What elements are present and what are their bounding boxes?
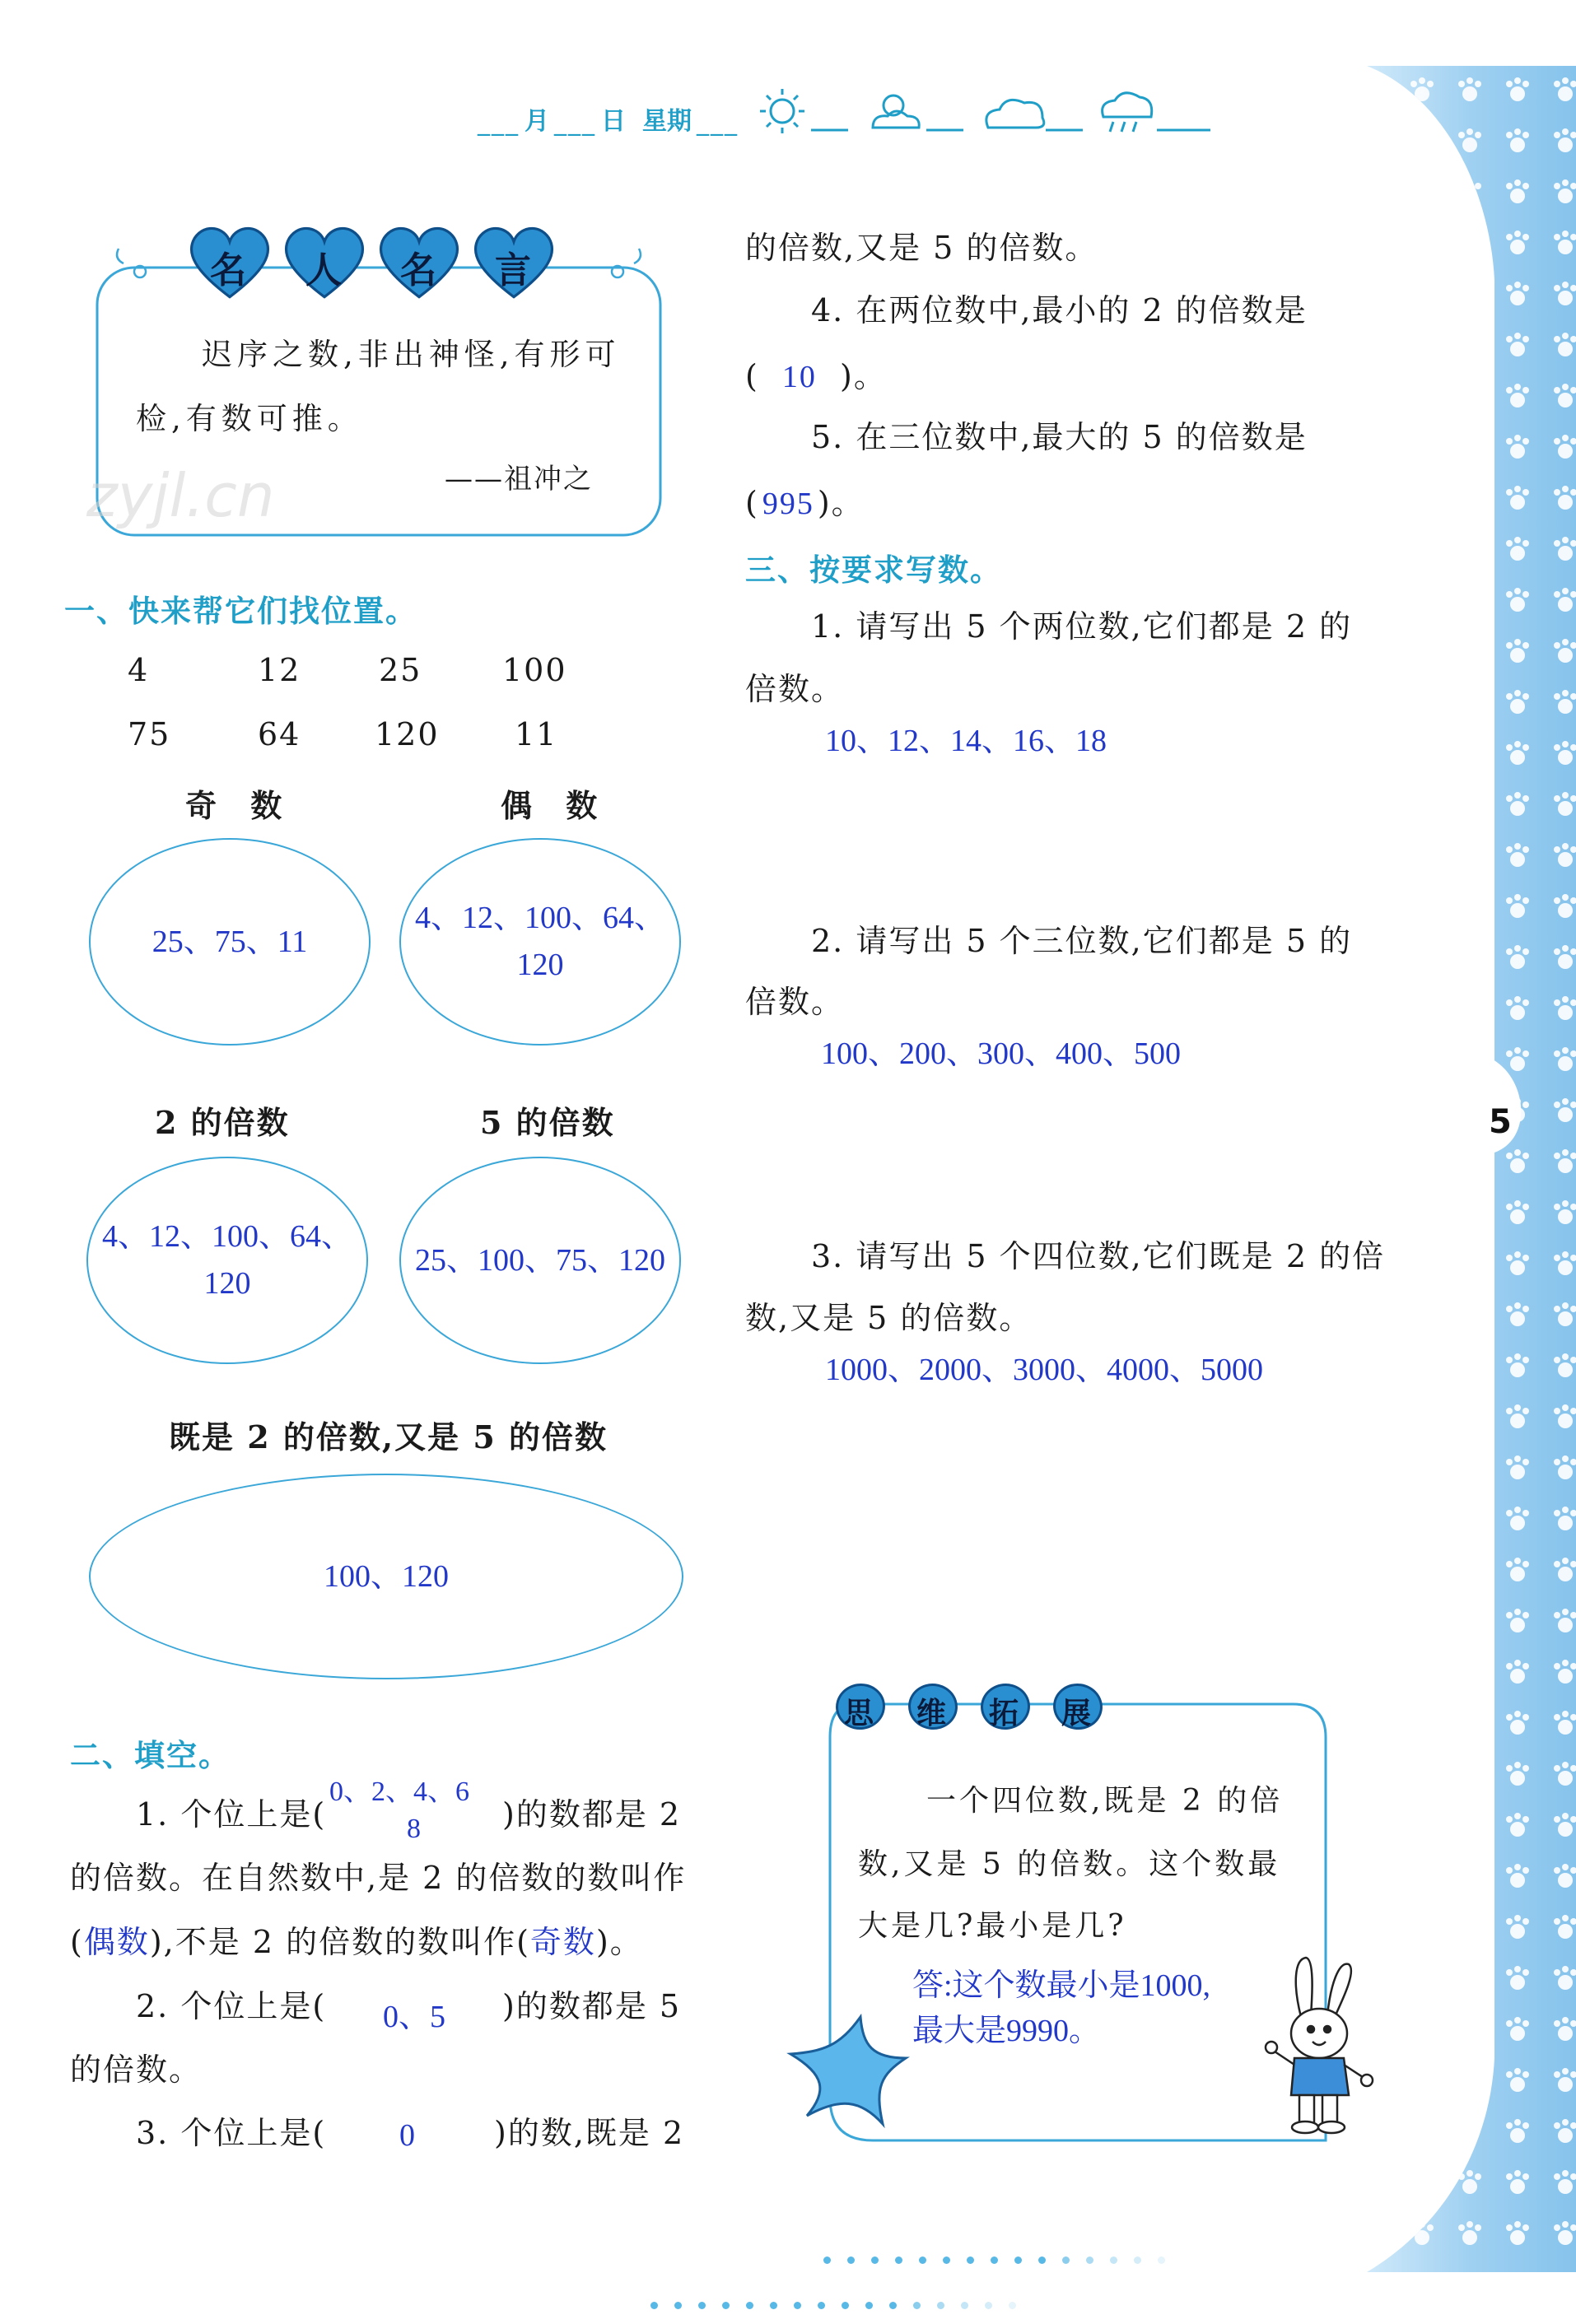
cloudy-icon	[986, 100, 1044, 128]
fill-q1-answer-even: 偶数	[83, 1926, 150, 1960]
thinking-answer-line-1: 答:这个数最小是1000,	[912, 1968, 1211, 2003]
mult5-answer: 25、100、75、120	[414, 1242, 665, 1278]
number-item: 64	[258, 716, 301, 752]
fill-q3-answer: 0	[399, 2118, 415, 2153]
number-item: 25	[379, 652, 422, 688]
fill-q4-line-1: 4. 在两位数中,最小的 2 的倍数是	[811, 292, 1308, 328]
fill-q1-answer-line-2: 8	[407, 1814, 421, 1844]
rain-icon	[1103, 93, 1152, 132]
quote-title-char: 名	[210, 249, 246, 291]
paren-close: )。	[840, 358, 887, 394]
even-answer-line-2: 120	[516, 948, 564, 982]
thinking-title-char: 展	[1061, 1697, 1092, 1730]
write-q2-line-2: 倍数。	[745, 984, 845, 1020]
side-tab-decoration	[1350, 66, 1576, 2272]
thinking-line-3: 大是几?最小是几?	[858, 1909, 1127, 1943]
even-answer-line-1: 4、12、100、64、	[414, 901, 665, 935]
odd-label: 奇 数	[185, 787, 294, 824]
mult5-label: 5 的倍数	[480, 1104, 615, 1141]
fill-q3-prefix: 3. 个位上是(	[136, 2115, 327, 2151]
fill-q5-answer: 995	[762, 487, 814, 521]
fill-q5-line-1: 5. 在三位数中,最大的 5 的倍数是	[811, 419, 1308, 455]
partly-cloudy-icon	[873, 95, 919, 128]
paren-open: (	[745, 485, 759, 521]
number-item: 75	[128, 716, 171, 752]
blank-weekday: ___	[697, 108, 739, 137]
sunny-icon	[760, 89, 804, 133]
mult2-answer-line-1: 4、12、100、64、	[101, 1219, 352, 1254]
weather-icons	[741, 82, 1227, 140]
paren-close: )。	[817, 485, 865, 521]
fill-q3-suffix: )的数,既是 2	[494, 2115, 685, 2151]
header-day: 日	[601, 107, 626, 136]
date-header	[478, 100, 739, 137]
paren-open: (	[745, 358, 759, 394]
even-label: 偶 数	[501, 787, 609, 824]
write-q2-answer: 100、200、300、400、500	[821, 1036, 1182, 1071]
fill-q1-line-1	[136, 1796, 327, 1833]
quote-line-2: 检,有数可推。	[136, 401, 363, 436]
fill-q2-suffix: )的数都是 5	[502, 1988, 682, 2024]
number-item: 12	[258, 652, 301, 688]
fill-q1-prefix: 1. 个位上是(	[136, 1796, 327, 1833]
rabbit-mascot-icon	[1260, 1951, 1375, 2140]
both-label: 既是 2 的倍数,又是 5 的倍数	[169, 1418, 608, 1455]
dot-decoration	[650, 2297, 1033, 2312]
star-icon	[782, 2009, 914, 2140]
write-q3-line-1: 3. 请写出 5 个四位数,它们既是 2 的倍	[811, 1238, 1386, 1274]
fill-q1-end: )。	[595, 1924, 643, 1960]
fill-q4-answer: 10	[781, 360, 817, 394]
write-q3-line-2: 数,又是 5 的倍数。	[745, 1300, 1033, 1336]
section-3-title: 三、按要求写数。	[745, 552, 1002, 588]
blank-month: ___	[478, 108, 520, 137]
quote-title	[185, 222, 572, 313]
write-q3-answer: 1000、2000、3000、4000、5000	[825, 1353, 1264, 1387]
mult2-answer-line-2: 120	[203, 1266, 251, 1301]
dot-decoration	[823, 2252, 1182, 2267]
both-ellipse	[89, 1474, 683, 1679]
quote-line-1: 迟序之数,非出神怪,有形可	[202, 337, 621, 372]
quote-author: ——祖冲之	[445, 463, 593, 496]
mult2-ellipse	[86, 1157, 368, 1364]
fill-q2-answer: 0、5	[383, 2000, 446, 2034]
mult2-label: 2 的倍数	[155, 1104, 290, 1141]
fill-q1-line-2: 的倍数。在自然数中,是 2 的倍数的数叫作	[70, 1860, 687, 1896]
number-item: 100	[502, 652, 567, 688]
quote-title-char: 人	[305, 249, 342, 291]
quote-title-char: 名	[400, 249, 436, 291]
thinking-answer-line-2: 最大是9990。	[912, 2014, 1101, 2048]
fill-q1-suffix: )的数都是 2	[502, 1796, 682, 1833]
write-q2-line-1: 2. 请写出 5 个三位数,它们都是 5 的	[811, 923, 1353, 959]
write-q1-line-1: 1. 请写出 5 个两位数,它们都是 2 的	[811, 608, 1353, 645]
fill-q2-prefix: 2. 个位上是(	[136, 1988, 327, 2024]
header-month: 月	[525, 107, 549, 136]
fill-q2-line-2: 的倍数。	[70, 2052, 203, 2088]
fill-q4-line-2	[745, 358, 887, 394]
section-2-title: 二、填空。	[70, 1738, 231, 1773]
thinking-title-char: 思	[844, 1697, 874, 1730]
page-number: 5	[1489, 1103, 1512, 1141]
number-item: 4	[128, 652, 150, 688]
fill-q3-line-2: 的倍数,又是 5 的倍数。	[745, 230, 1098, 266]
both-answer: 100、120	[323, 1558, 449, 1594]
even-ellipse	[399, 838, 681, 1046]
thinking-line-1: 一个四位数,既是 2 的倍	[926, 1784, 1284, 1818]
thinking-line-2: 数,又是 5 的倍数。这个数最	[858, 1847, 1281, 1881]
mult5-ellipse	[399, 1157, 681, 1364]
fill-q1-answer-line-1: 0、2、4、6	[329, 1777, 469, 1807]
fill-q1-line-3	[70, 1926, 643, 1958]
paren-open: (	[70, 1924, 84, 1960]
thinking-title-char: 拓	[989, 1697, 1019, 1730]
thinking-title-char: 维	[916, 1697, 947, 1730]
section-1-title: 一、快来帮它们找位置。	[64, 594, 417, 629]
header-weekday: 星期	[642, 107, 692, 136]
number-item: 120	[375, 716, 440, 752]
odd-ellipse	[89, 838, 371, 1046]
blank-day: ___	[554, 108, 596, 137]
odd-answer: 25、75、11	[152, 924, 308, 959]
thinking-title	[836, 1684, 1107, 1733]
watermark: zyjl.cn	[86, 461, 275, 530]
fill-q5-line-2	[745, 487, 865, 519]
quote-title-char: 言	[495, 249, 531, 291]
number-item: 11	[515, 716, 558, 752]
write-q1-answer: 10、12、14、16、18	[825, 724, 1107, 758]
fill-q1-answer-odd: 奇数	[529, 1926, 596, 1960]
fill-q1-mid: ),不是 2 的倍数的数叫作(	[149, 1924, 530, 1960]
write-q1-line-2: 倍数。	[745, 671, 845, 707]
